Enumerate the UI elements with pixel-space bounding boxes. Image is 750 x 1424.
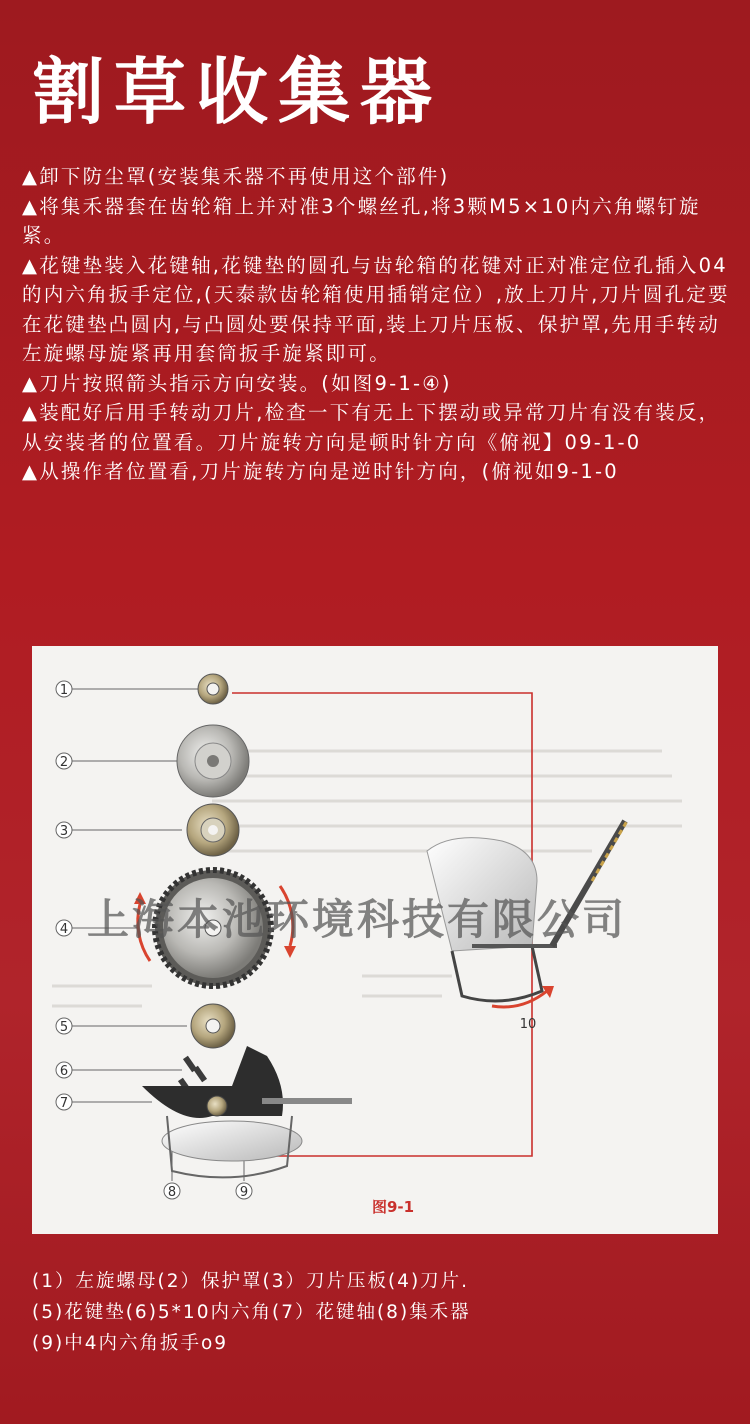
spline-washer-part [191, 1004, 235, 1048]
legend-line: (1）左旋螺母(2）保护罩(3）刀片压板(4)刀片. [32, 1271, 470, 1292]
svg-text:2: 2 [59, 755, 69, 770]
background-text-lines [52, 751, 682, 1006]
svg-text:9: 9 [239, 1185, 249, 1200]
part-number-4 [56, 920, 72, 937]
company-watermark: 上海本池环境科技有限公司 [87, 895, 628, 944]
page-title: 割草收集器 [32, 50, 443, 134]
left-hand-nut-part [198, 674, 228, 704]
part-number-9 [236, 1183, 252, 1200]
part-number-8 [164, 1183, 180, 1200]
blade-press-plate-part [187, 804, 239, 856]
svg-text:3: 3 [59, 824, 69, 839]
svg-text:6: 6 [59, 1064, 69, 1079]
assembly-figure [32, 646, 718, 1234]
protective-cover-part [177, 725, 249, 797]
legend-line: (5)花键垫(6)5*10内六角(7）花键轴(8)集禾器 [32, 1302, 471, 1323]
part-number-2 [56, 753, 72, 770]
instruction-item: ▲花键垫装入花键轴,花键垫的圆孔与齿轮箱的花键对正对准定位孔插入04的内六角扳手定位,(天泰款齿轮箱使用插销定位）,放上刀片,刀片圆孔定要在花键垫凸圆内,与凸圆处要保持平面,装上刀片压板、保护罩,先用手转动左旋螺母旋紧再用套筒扳手旋紧即可。 [22, 253, 730, 365]
instruction-item: ▲刀片按照箭头指示方向安装。(如图9-1-④) [22, 371, 452, 395]
parts-legend [32, 1266, 732, 1359]
instruction-item: ▲卸下防尘罩(安装集禾器不再使用这个部件) [22, 165, 450, 188]
svg-text:8: 8 [167, 1185, 177, 1200]
legend-line: (9)中4内六角扳手o9 [32, 1333, 229, 1354]
part-number-6 [56, 1062, 72, 1079]
assembly-diagram [32, 646, 718, 1234]
part-number-5 [56, 1018, 72, 1035]
part-number-7 [56, 1094, 72, 1111]
part-number-1 [56, 681, 72, 698]
arrow-head-icon [284, 946, 296, 958]
svg-text:4: 4 [59, 922, 69, 937]
figure-caption: 图9-1 [372, 1198, 415, 1216]
part-number-3 [56, 822, 72, 839]
grass-collector-part [142, 1046, 352, 1177]
svg-text:7: 7 [59, 1096, 69, 1111]
instruction-item: ▲从操作者位置看,刀片旋转方向是逆时针方向，(俯视如9-1-0 [22, 460, 619, 483]
instruction-item: ▲装配好后用手转动刀片,检查一下有无上下摆动或异常刀片有没有装反，从安装者的位置看。刀片旋转方向是顿时针方向《俯视】09-1-0 [22, 401, 721, 454]
instructions-block [22, 162, 738, 487]
svg-text:1: 1 [59, 683, 69, 698]
instruction-item: ▲将集禾器套在齿轮箱上并对准3个螺丝孔,将3颗M5×10内六角螺钉旋紧。 [22, 194, 701, 247]
part-number-10: 10 [519, 1017, 537, 1032]
svg-text:5: 5 [59, 1020, 69, 1035]
